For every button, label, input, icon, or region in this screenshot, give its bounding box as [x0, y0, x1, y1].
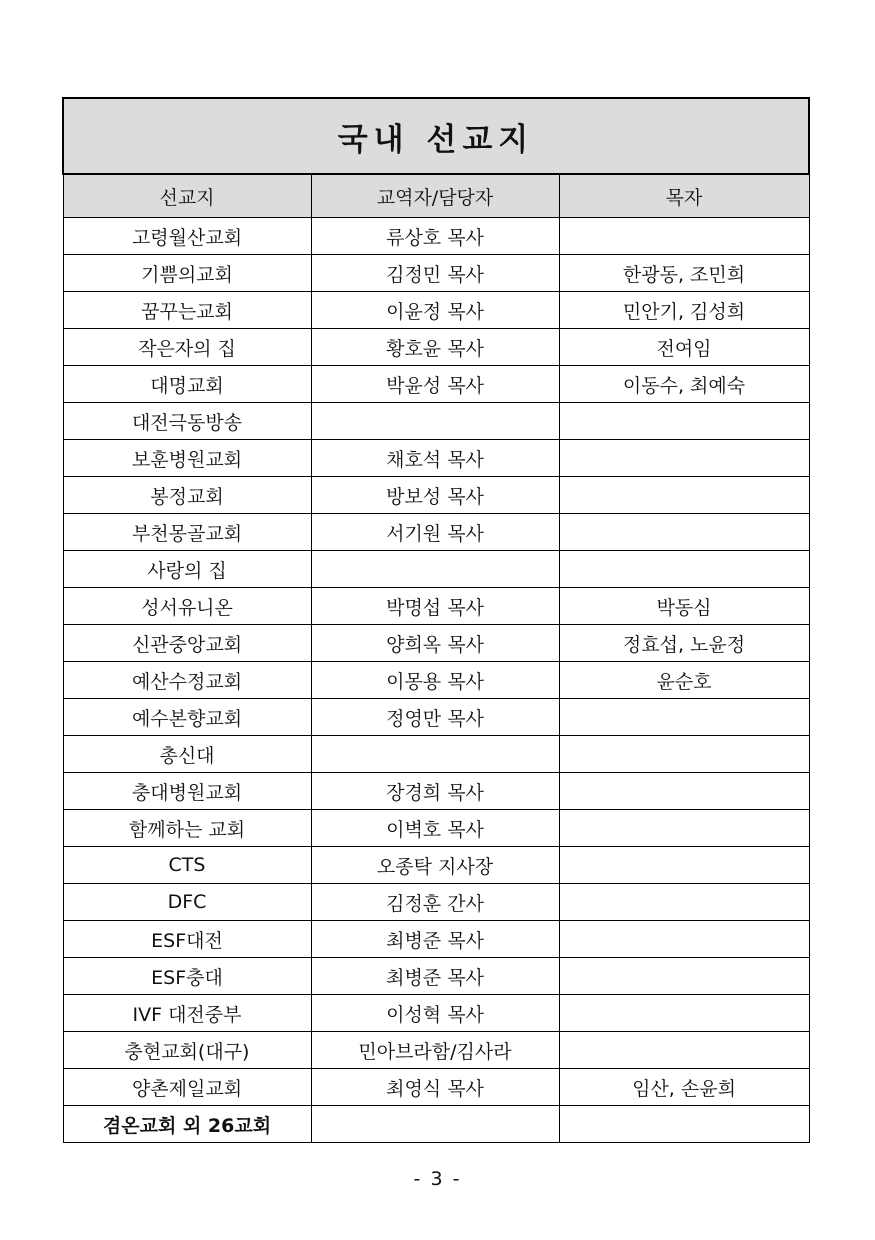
table-row [63, 440, 809, 477]
page-number: - 3 - [413, 1168, 462, 1190]
table-row [63, 773, 809, 810]
mission-site-cell: 충현교회(대구) [63, 1032, 311, 1069]
table-title: 국내 선교지 [63, 98, 809, 174]
minister-cell [311, 1106, 559, 1143]
shepherd-cell [559, 958, 809, 995]
mission-site-cell: ESF대전 [63, 921, 311, 958]
column-header-shepherd: 목자 [559, 174, 809, 218]
minister-cell: 최병준 목사 [311, 921, 559, 958]
shepherd-cell [559, 1032, 809, 1069]
header-row [63, 174, 809, 218]
table-row [63, 662, 809, 699]
shepherd-cell [559, 995, 809, 1032]
mission-site-cell: 성서유니온 [63, 588, 311, 625]
mission-site-cell: 신관중앙교회 [63, 625, 311, 662]
table-row [63, 1106, 809, 1143]
table-row [63, 588, 809, 625]
table-row [63, 329, 809, 366]
mission-site-cell: 대명교회 [63, 366, 311, 403]
table-row [63, 477, 809, 514]
minister-cell: 오종탁 지사장 [311, 847, 559, 884]
mission-site-cell: 작은자의 집 [63, 329, 311, 366]
shepherd-cell: 이동수, 최예숙 [559, 366, 809, 403]
minister-cell: 방보성 목사 [311, 477, 559, 514]
table-row [63, 1032, 809, 1069]
table-row [63, 995, 809, 1032]
mission-site-cell: 부천몽골교회 [63, 514, 311, 551]
shepherd-cell: 윤순호 [559, 662, 809, 699]
mission-site-cell: 기쁨의교회 [63, 255, 311, 292]
table-row [63, 736, 809, 773]
mission-site-cell: 예수본향교회 [63, 699, 311, 736]
table-row [63, 403, 809, 440]
table-row [63, 1069, 809, 1106]
mission-site-cell: 함께하는 교회 [63, 810, 311, 847]
minister-cell: 최병준 목사 [311, 958, 559, 995]
shepherd-cell [559, 810, 809, 847]
minister-cell: 최영식 목사 [311, 1069, 559, 1106]
minister-cell: 이벽호 목사 [311, 810, 559, 847]
shepherd-cell [559, 477, 809, 514]
shepherd-cell [559, 699, 809, 736]
shepherd-cell [559, 921, 809, 958]
shepherd-cell [559, 218, 809, 255]
mission-site-cell: 보훈병원교회 [63, 440, 311, 477]
minister-cell [311, 736, 559, 773]
table-row [63, 366, 809, 403]
shepherd-cell [559, 1106, 809, 1143]
mission-site-cell: ESF충대 [63, 958, 311, 995]
minister-cell: 황호윤 목사 [311, 329, 559, 366]
minister-cell: 김정훈 간사 [311, 884, 559, 921]
shepherd-cell [559, 847, 809, 884]
shepherd-cell: 임산, 손윤희 [559, 1069, 809, 1106]
table-row [63, 292, 809, 329]
shepherd-cell: 박동심 [559, 588, 809, 625]
table-row [63, 921, 809, 958]
mission-site-cell: 대전극동방송 [63, 403, 311, 440]
minister-cell: 이윤정 목사 [311, 292, 559, 329]
column-header-mission-site: 선교지 [63, 174, 311, 218]
mission-site-cell: 양촌제일교회 [63, 1069, 311, 1106]
shepherd-cell [559, 551, 809, 588]
minister-cell [311, 403, 559, 440]
mission-site-cell: 봉정교회 [63, 477, 311, 514]
minister-cell: 서기원 목사 [311, 514, 559, 551]
shepherd-cell [559, 736, 809, 773]
table-row [63, 255, 809, 292]
minister-cell: 박명섭 목사 [311, 588, 559, 625]
table-row [63, 514, 809, 551]
shepherd-cell: 민안기, 김성희 [559, 292, 809, 329]
mission-site-cell: CTS [63, 847, 311, 884]
shepherd-cell: 한광동, 조민희 [559, 255, 809, 292]
table-body [63, 218, 809, 1143]
domestic-mission-table [62, 97, 810, 1143]
shepherd-cell: 전여임 [559, 329, 809, 366]
shepherd-cell [559, 514, 809, 551]
mission-site-cell: 사랑의 집 [63, 551, 311, 588]
shepherd-cell [559, 440, 809, 477]
table-row [63, 699, 809, 736]
shepherd-cell [559, 773, 809, 810]
minister-cell: 박윤성 목사 [311, 366, 559, 403]
mission-site-cell: IVF 대전중부 [63, 995, 311, 1032]
table-row [63, 551, 809, 588]
mission-site-cell: 고령월산교회 [63, 218, 311, 255]
minister-cell: 이몽용 목사 [311, 662, 559, 699]
mission-site-cell: 충대병원교회 [63, 773, 311, 810]
mission-site-cell: 꿈꾸는교회 [63, 292, 311, 329]
table-row [63, 218, 809, 255]
table-row [63, 958, 809, 995]
mission-site-cell: 겸온교회 외 26교회 [63, 1106, 311, 1143]
mission-site-cell: 총신대 [63, 736, 311, 773]
minister-cell: 민아브라함/김사라 [311, 1032, 559, 1069]
minister-cell: 류상호 목사 [311, 218, 559, 255]
shepherd-cell [559, 884, 809, 921]
minister-cell: 김정민 목사 [311, 255, 559, 292]
table-row [63, 884, 809, 921]
minister-cell: 이성혁 목사 [311, 995, 559, 1032]
mission-site-cell: 예산수정교회 [63, 662, 311, 699]
table-row [63, 810, 809, 847]
mission-site-cell: DFC [63, 884, 311, 921]
minister-cell: 장경희 목사 [311, 773, 559, 810]
minister-cell: 정영만 목사 [311, 699, 559, 736]
table-row [63, 847, 809, 884]
table-row [63, 625, 809, 662]
shepherd-cell: 정효섭, 노윤정 [559, 625, 809, 662]
shepherd-cell [559, 403, 809, 440]
minister-cell [311, 551, 559, 588]
minister-cell: 양희옥 목사 [311, 625, 559, 662]
column-header-minister: 교역자/담당자 [311, 174, 559, 218]
minister-cell: 채호석 목사 [311, 440, 559, 477]
